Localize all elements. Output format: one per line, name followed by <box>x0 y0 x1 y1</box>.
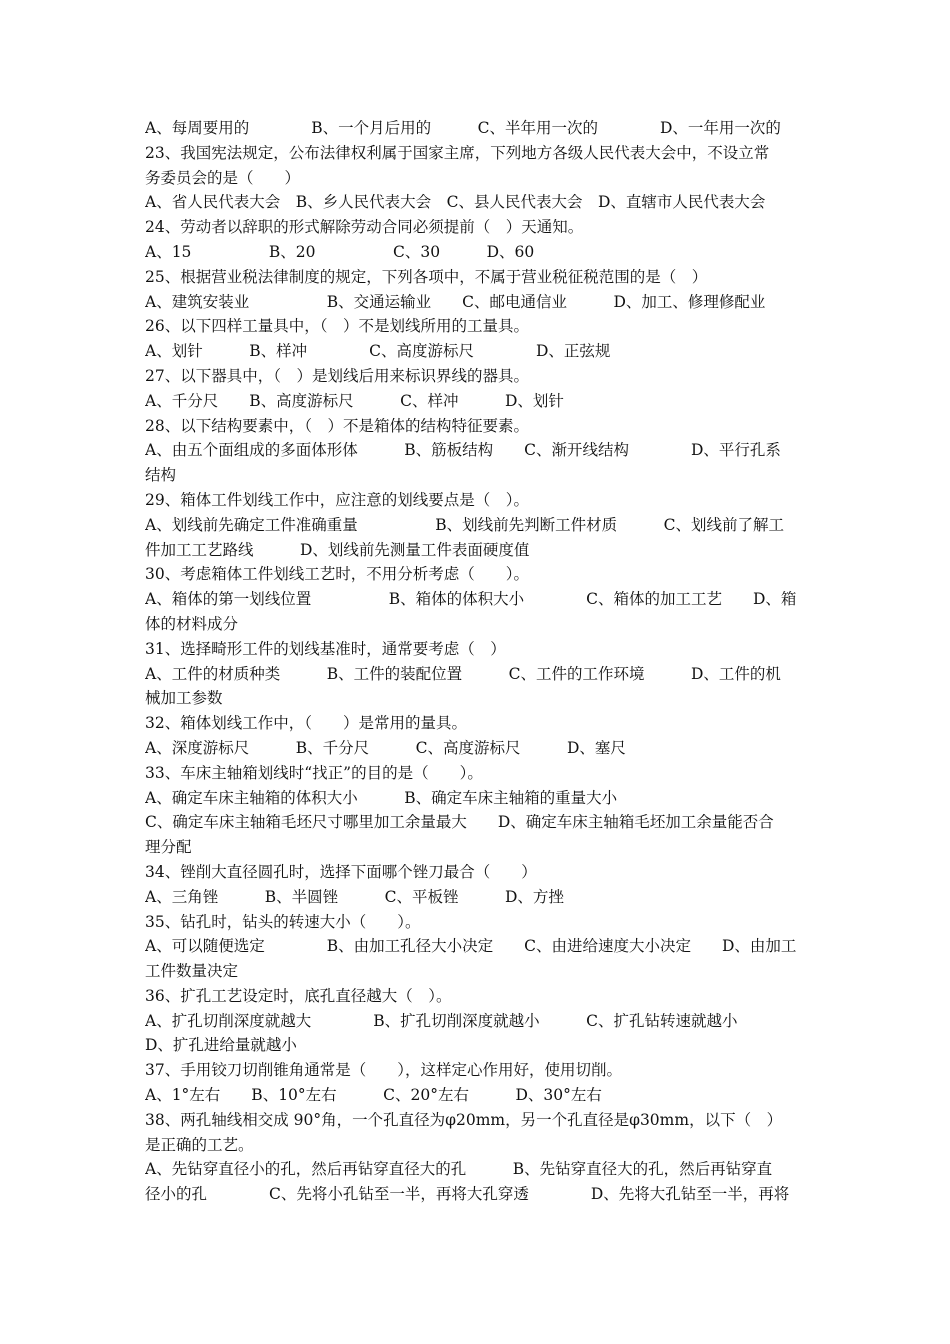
answer-options: A、划线前先确定工件准确重量 B、划线前先判断工件材质 C、划线前了解工 <box>145 515 784 534</box>
answer-options: A、1°左右 B、10°左右 C、20°左右 D、30°左右 <box>145 1086 602 1105</box>
question-stem: 27、以下器具中，（ ）是划线后用来标识界线的器具。 <box>145 366 529 385</box>
text-line: 械加工参数 <box>145 689 223 708</box>
answer-options: A、三角锉 B、半圆锉 C、平板锉 D、方挫 <box>145 887 564 906</box>
document-body <box>145 116 810 1207</box>
question-stem: 35、钻孔时，钻头的转速大小（ ）。 <box>145 912 421 931</box>
answer-options: C、确定车床主轴箱毛坯尺寸哪里加工余量最大 D、确定车床主轴箱毛坯加工余量能否合 <box>145 813 774 832</box>
answer-options: A、可以随便选定 B、由加工孔径大小决定 C、由进给速度大小决定 D、由加工 <box>145 937 797 956</box>
answer-options: A、省人民代表大会 B、乡人民代表大会 C、县人民代表大会 D、直辖市人民代表大会 <box>145 193 766 212</box>
answer-options: A、先钻穿直径小的孔，然后再钻穿直径大的孔 B、先钻穿直径大的孔，然后再钻穿直 <box>145 1160 773 1179</box>
question-stem: 29、箱体工件划线工作中，应注意的划线要点是（ ）。 <box>145 490 529 509</box>
question-stem: 31、选择畸形工件的划线基准时，通常要考虑（ ） <box>145 639 506 658</box>
answer-options: A、工件的材质种类 B、工件的装配位置 C、工件的工作环境 D、工件的机 <box>145 664 781 683</box>
answer-options: A、由五个面组成的多面体形体 B、筋板结构 C、渐开线结构 D、平行孔系 <box>145 441 781 460</box>
question-stem: 37、手用铰刀切削锥角通常是（ ），这样定心作用好，使用切削。 <box>145 1061 622 1080</box>
question-stem: 36、扩孔工艺设定时，底孔直径越大（ ）。 <box>145 986 452 1005</box>
answer-options: 径小的孔 C、先将小孔钻至一半，再将大孔穿透 D、先将大孔钻至一半，再将 <box>145 1185 790 1204</box>
text-line: A、每周要用的 B、一个月后用的 C、半年用一次的 D、一年用一次的 <box>145 119 781 137</box>
answer-options: A、确定车床主轴箱的体积大小 B、确定车床主轴箱的重量大小 <box>145 788 618 807</box>
answer-options: D、扩孔进给量就越小 <box>145 1036 297 1055</box>
text-line: 结构 <box>145 466 177 485</box>
text-line: 理分配 <box>145 838 192 857</box>
question-stem: 38、两孔轴线相交成 90°角，一个孔直径为φ20mm，另一个孔直径是φ30mm，以下（ ） <box>145 1110 783 1129</box>
answer-options: A、千分尺 B、高度游标尺 C、样冲 D、划针 <box>145 391 564 410</box>
answer-options: A、深度游标尺 B、千分尺 C、高度游标尺 D、塞尺 <box>145 738 626 757</box>
question-stem: 24、劳动者以辞职的形式解除劳动合同必须提前（ ）天通知。 <box>145 218 584 237</box>
answer-options: A、划针 B、样冲 C、高度游标尺 D、正弦规 <box>145 342 611 361</box>
text-line: 工件数量决定 <box>145 962 239 981</box>
answer-options: A、15 B、20 C、30 D、60 <box>145 242 535 261</box>
text-line: 是正确的工艺。 <box>145 1135 254 1154</box>
text-line: 务委员会的是（ ） <box>145 168 301 187</box>
question-stem: 26、以下四样工量具中，（ ）不是划线所用的工量具。 <box>145 317 529 336</box>
question-stem: 28、以下结构要素中，（ ）不是箱体的结构特征要素。 <box>145 416 529 435</box>
answer-options: A、箱体的第一划线位置 B、箱体的体积大小 C、箱体的加工工艺 D、箱 <box>145 590 797 609</box>
answer-options: A、建筑安装业 B、交通运输业 C、邮电通信业 D、加工、修理修配业 <box>145 292 766 311</box>
question-stem: 30、考虑箱体工件划线工艺时，不用分析考虑（ ）。 <box>145 565 529 584</box>
text-line: 件加工工艺路线 D、划线前先测量工件表面硬度值 <box>145 540 530 559</box>
question-stem: 25、根据营业税法律制度的规定，下列各项中，不属于营业税征税范围的是（ ） <box>145 267 708 286</box>
question-stem: 34、锉削大直径圆孔时，选择下面哪个锉刀最合（ ） <box>145 862 537 881</box>
question-stem: 23、我国宪法规定，公布法律权利属于国家主席，下列地方各级人民代表大会中，不设立常 <box>145 143 770 162</box>
question-stem: 32、箱体划线工作中，（ ）是常用的量具。 <box>145 714 467 733</box>
question-stem: 33、车床主轴箱划线时“找正”的目的是（ ）。 <box>145 763 483 782</box>
answer-options: A、扩孔切削深度就越大 B、扩孔切削深度就越小 C、扩孔钻转速就越小 <box>145 1011 738 1030</box>
text-line: 体的材料成分 <box>145 614 239 633</box>
